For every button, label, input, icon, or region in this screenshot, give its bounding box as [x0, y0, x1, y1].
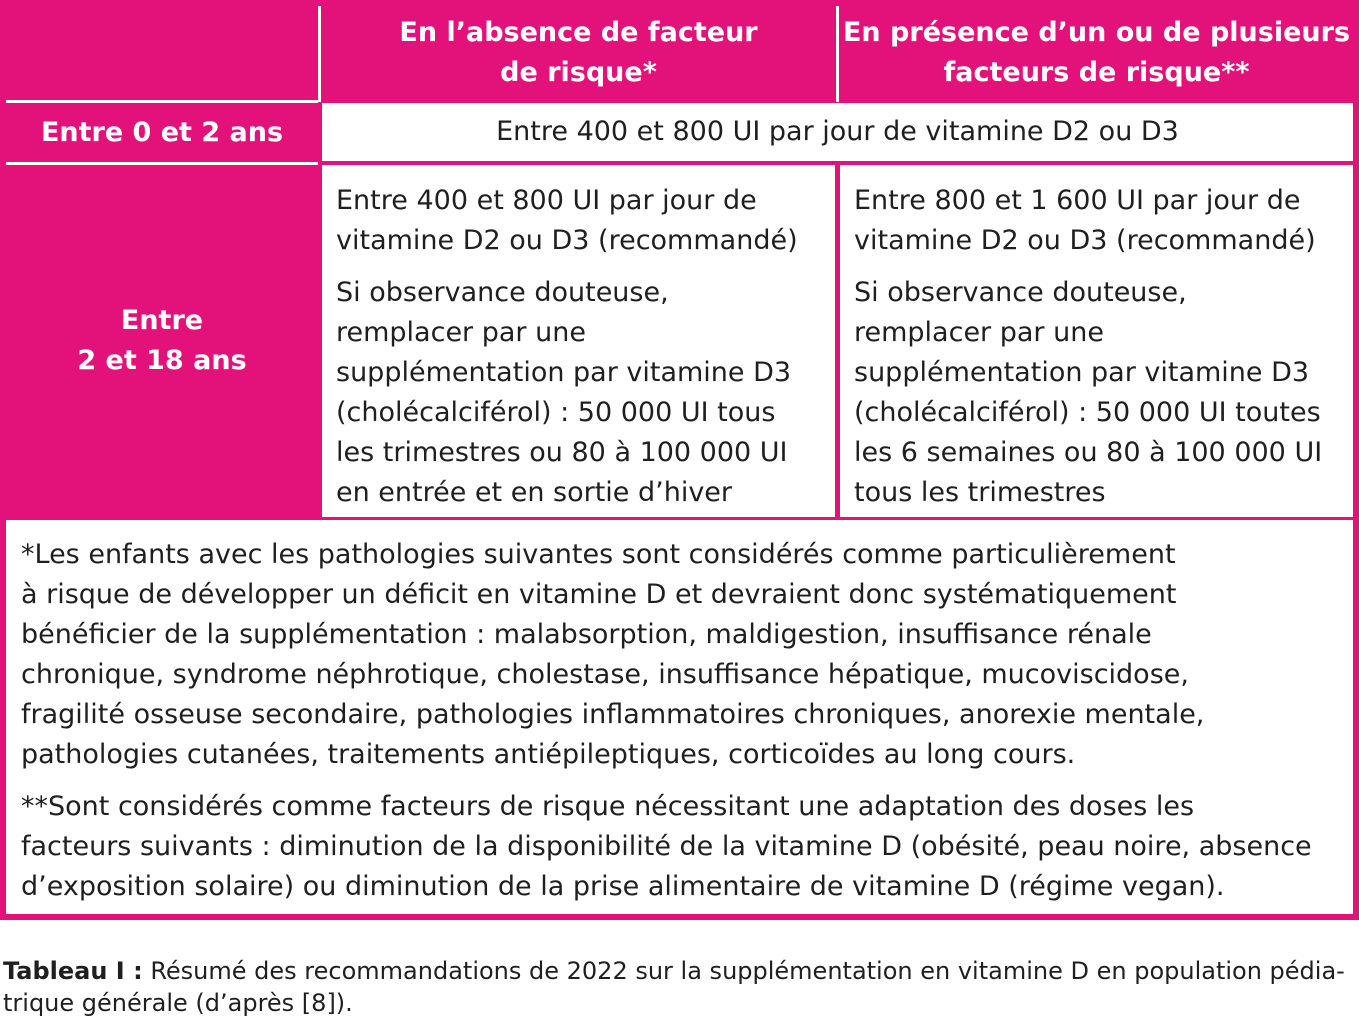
- dose-paragraph: [336, 181, 835, 261]
- text-line: bénéficier de la supplémentation : malabsorption, maldigestion, insuffisance rénale: [21, 619, 1152, 650]
- text-line: Si observance douteuse,: [854, 277, 1187, 308]
- text-line: *Les enfants avec les pathologies suivantes sont considérés comme particulièrement: [21, 539, 1176, 570]
- header-line: facteurs de risque**: [943, 57, 1250, 88]
- row1-merged-value: [322, 103, 1353, 161]
- row-label-text: Entre 0 et 2 ans: [40, 117, 284, 148]
- text-line: (cholécalciférol) : 50 000 UI tous: [336, 397, 776, 428]
- text-line: Entre 800 et 1 600 UI par jour de: [854, 185, 1301, 216]
- text-line: (cholécalciférol) : 50 000 UI toutes: [854, 397, 1321, 428]
- row-label-text: Entre: [120, 305, 204, 336]
- text-line: vitamine D2 ou D3 (recommandé): [854, 225, 1316, 256]
- header-empty-corner: [6, 6, 318, 100]
- row-label-2-18-years: [6, 165, 318, 517]
- text-line: Si observance douteuse,: [336, 277, 669, 308]
- text-line: supplémentation par vitamine D3: [854, 357, 1310, 388]
- text-line: les 6 semaines ou 80 à 100 000 UI: [854, 437, 1323, 468]
- row2-no-risk-cell: [322, 165, 835, 517]
- header-line: de risque*: [500, 57, 657, 88]
- footnotes-cell: [6, 520, 1353, 914]
- text-line: les trimestres ou 80 à 100 000 UI: [336, 437, 788, 468]
- text-line: supplémentation par vitamine D3: [336, 357, 792, 388]
- row1-value-text: Entre 400 et 800 UI par jour de vitamine D2 ou D3: [496, 116, 1179, 147]
- dose-paragraph: [854, 181, 1353, 261]
- caption-text: Résumé des recommandations de 2022 sur la supplémentation en vitamine D en population pédia-: [142, 957, 1345, 985]
- header-no-risk-factor: [322, 6, 835, 100]
- text-line: Entre 400 et 800 UI par jour de: [336, 185, 757, 216]
- text-line: tous les trimestres: [854, 477, 1106, 508]
- text-line: d’exposition solaire) ou diminution de la prise alimentaire de vitamine D (régime vegan).: [21, 871, 1225, 902]
- header-divider-right: [836, 6, 839, 102]
- text-line: chronique, syndrome néphrotique, cholestase, insuffisance hépatique, mucoviscidose,: [21, 659, 1189, 690]
- row2-with-risk-cell: [840, 165, 1353, 517]
- text-line: **Sont considérés comme facteurs de risque nécessitant une adaptation des doses les: [21, 791, 1195, 822]
- row-label-0-2-years: [6, 105, 318, 161]
- footnote-risk-pathologies: [21, 535, 1353, 775]
- caption-label: Tableau I :: [3, 957, 143, 985]
- caption-line: trique générale (d’après [8]).: [3, 989, 353, 1017]
- text-line: facteurs suivants : diminution de la disponibilité de la vitamine D (obésité, peau noire, absence: [21, 831, 1312, 862]
- caption-line: [3, 955, 1353, 987]
- row-label-text: 2 et 18 ans: [77, 345, 247, 376]
- header-line: En présence d’un ou de plusieurs: [842, 17, 1351, 48]
- header-with-risk-factors: [840, 6, 1353, 100]
- alternative-paragraph: [336, 273, 835, 513]
- text-line: fragilité osseuse secondaire, pathologies inflammatoires chroniques, anorexie mentale,: [21, 699, 1205, 730]
- footnote-risk-factors: [21, 787, 1353, 907]
- header-line: En l’absence de facteur: [399, 17, 758, 48]
- text-line: remplacer par une: [854, 317, 1104, 348]
- text-line: pathologies cutanées, traitements antiépileptiques, corticoïdes au long cours.: [21, 739, 1076, 770]
- table-caption: [3, 955, 1353, 1019]
- alternative-paragraph: [854, 273, 1353, 513]
- text-line: en entrée et en sortie d’hiver: [336, 477, 733, 508]
- header-bottom-rule: [6, 100, 318, 103]
- text-line: à risque de développer un déficit en vitamine D et devraient donc systématiquement: [21, 579, 1177, 610]
- header-divider-left: [318, 6, 321, 102]
- text-line: vitamine D2 ou D3 (recommandé): [336, 225, 798, 256]
- text-line: remplacer par une: [336, 317, 586, 348]
